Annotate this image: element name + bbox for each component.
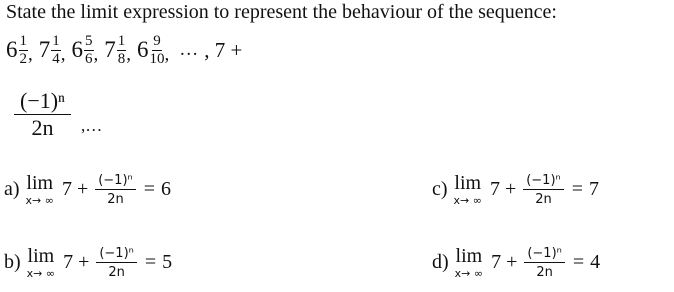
general-term-fraction — [14, 90, 71, 139]
general-term-ellipsis: ,… — [81, 115, 103, 135]
term-fraction — [117, 34, 127, 67]
sequence-term — [39, 34, 61, 67]
option-c[interactable] — [432, 173, 599, 206]
limit-operator — [26, 173, 54, 206]
general-term — [14, 90, 102, 139]
limit-word: lim — [26, 172, 54, 194]
term-fraction — [150, 34, 165, 67]
term-denominator: 4 — [52, 50, 60, 67]
term-numerator: 1 — [52, 32, 60, 49]
sequence-tail: , 7 + — [204, 37, 243, 62]
term-denominator: 6 — [85, 50, 93, 67]
term-fraction — [19, 34, 29, 67]
equals-sign: = — [144, 251, 157, 273]
term-separator: , — [93, 44, 99, 65]
sequence-ellipsis: … — [179, 39, 199, 60]
term-denominator: 10 — [149, 50, 165, 67]
equals-sign: = — [572, 251, 585, 273]
option-label: a) — [4, 178, 20, 200]
sequence-term — [72, 34, 94, 67]
option-a[interactable] — [4, 173, 171, 206]
limit-operator — [454, 173, 482, 206]
option-denominator: 2n — [536, 264, 553, 280]
sequence-terms — [6, 30, 242, 70]
constant-plus: 7 + — [491, 251, 518, 273]
constant-plus: 7 + — [63, 251, 90, 273]
term-whole: 6 — [71, 37, 83, 62]
equals-sign: = — [143, 178, 155, 200]
term-numerator: 5 — [85, 32, 93, 49]
term-denominator: 8 — [117, 50, 126, 67]
option-label: c) — [432, 178, 448, 200]
limit-subscript: x→ ∞ — [454, 267, 484, 280]
limit-subscript: x→ ∞ — [26, 267, 56, 280]
option-numerator: (−1)ⁿ — [95, 174, 136, 190]
option-fraction — [523, 174, 564, 206]
option-numerator: (−1)ⁿ — [523, 174, 564, 190]
term-fraction — [84, 34, 94, 67]
term-numerator: 1 — [117, 32, 126, 49]
term-whole: 7 — [38, 37, 51, 62]
option-denominator: 2n — [535, 191, 552, 207]
option-value: 4 — [590, 251, 601, 273]
option-value: 6 — [161, 178, 171, 200]
option-fraction — [524, 247, 565, 279]
term-whole: 7 — [104, 37, 116, 62]
option-numerator: (−1)ⁿ — [96, 247, 137, 263]
question-text: State the limit expression to represent the behaviour of the sequence: — [6, 1, 557, 23]
limit-operator — [27, 246, 55, 279]
option-denominator: 2n — [107, 191, 124, 207]
term-numerator: 9 — [153, 32, 161, 49]
term-separator: , — [126, 44, 131, 65]
option-denominator: 2n — [108, 264, 125, 280]
term-separator: , — [164, 44, 170, 65]
limit-word: lim — [27, 245, 55, 267]
term-separator: , — [60, 44, 66, 65]
option-value: 7 — [589, 178, 599, 200]
option-fraction — [96, 247, 137, 279]
term-denominator: 2 — [19, 50, 27, 67]
option-label: b) — [4, 251, 21, 273]
term-whole: 6 — [6, 37, 18, 62]
limit-subscript: x→ ∞ — [25, 194, 54, 207]
term-whole: 6 — [137, 37, 149, 62]
term-separator: , — [28, 44, 33, 65]
option-fraction — [95, 174, 136, 206]
option-value: 5 — [162, 251, 173, 273]
limit-word: lim — [454, 172, 482, 194]
limit-operator — [455, 246, 483, 279]
general-term-numerator: (−1)ⁿ — [14, 90, 71, 115]
sequence-term — [137, 34, 165, 67]
equals-sign: = — [571, 178, 583, 200]
term-numerator: 1 — [19, 32, 27, 49]
constant-plus: 7 + — [61, 178, 89, 200]
limit-subscript: x→ ∞ — [453, 194, 482, 207]
option-numerator: (−1)ⁿ — [524, 247, 565, 263]
limit-word: lim — [455, 245, 483, 267]
sequence-term — [104, 34, 126, 67]
constant-plus: 7 + — [489, 178, 517, 200]
option-label: d) — [432, 251, 449, 273]
option-b[interactable] — [4, 246, 172, 279]
option-d[interactable] — [432, 246, 600, 279]
term-fraction — [51, 34, 61, 67]
general-term-denominator: 2n — [31, 115, 54, 140]
sequence-term — [6, 34, 28, 67]
